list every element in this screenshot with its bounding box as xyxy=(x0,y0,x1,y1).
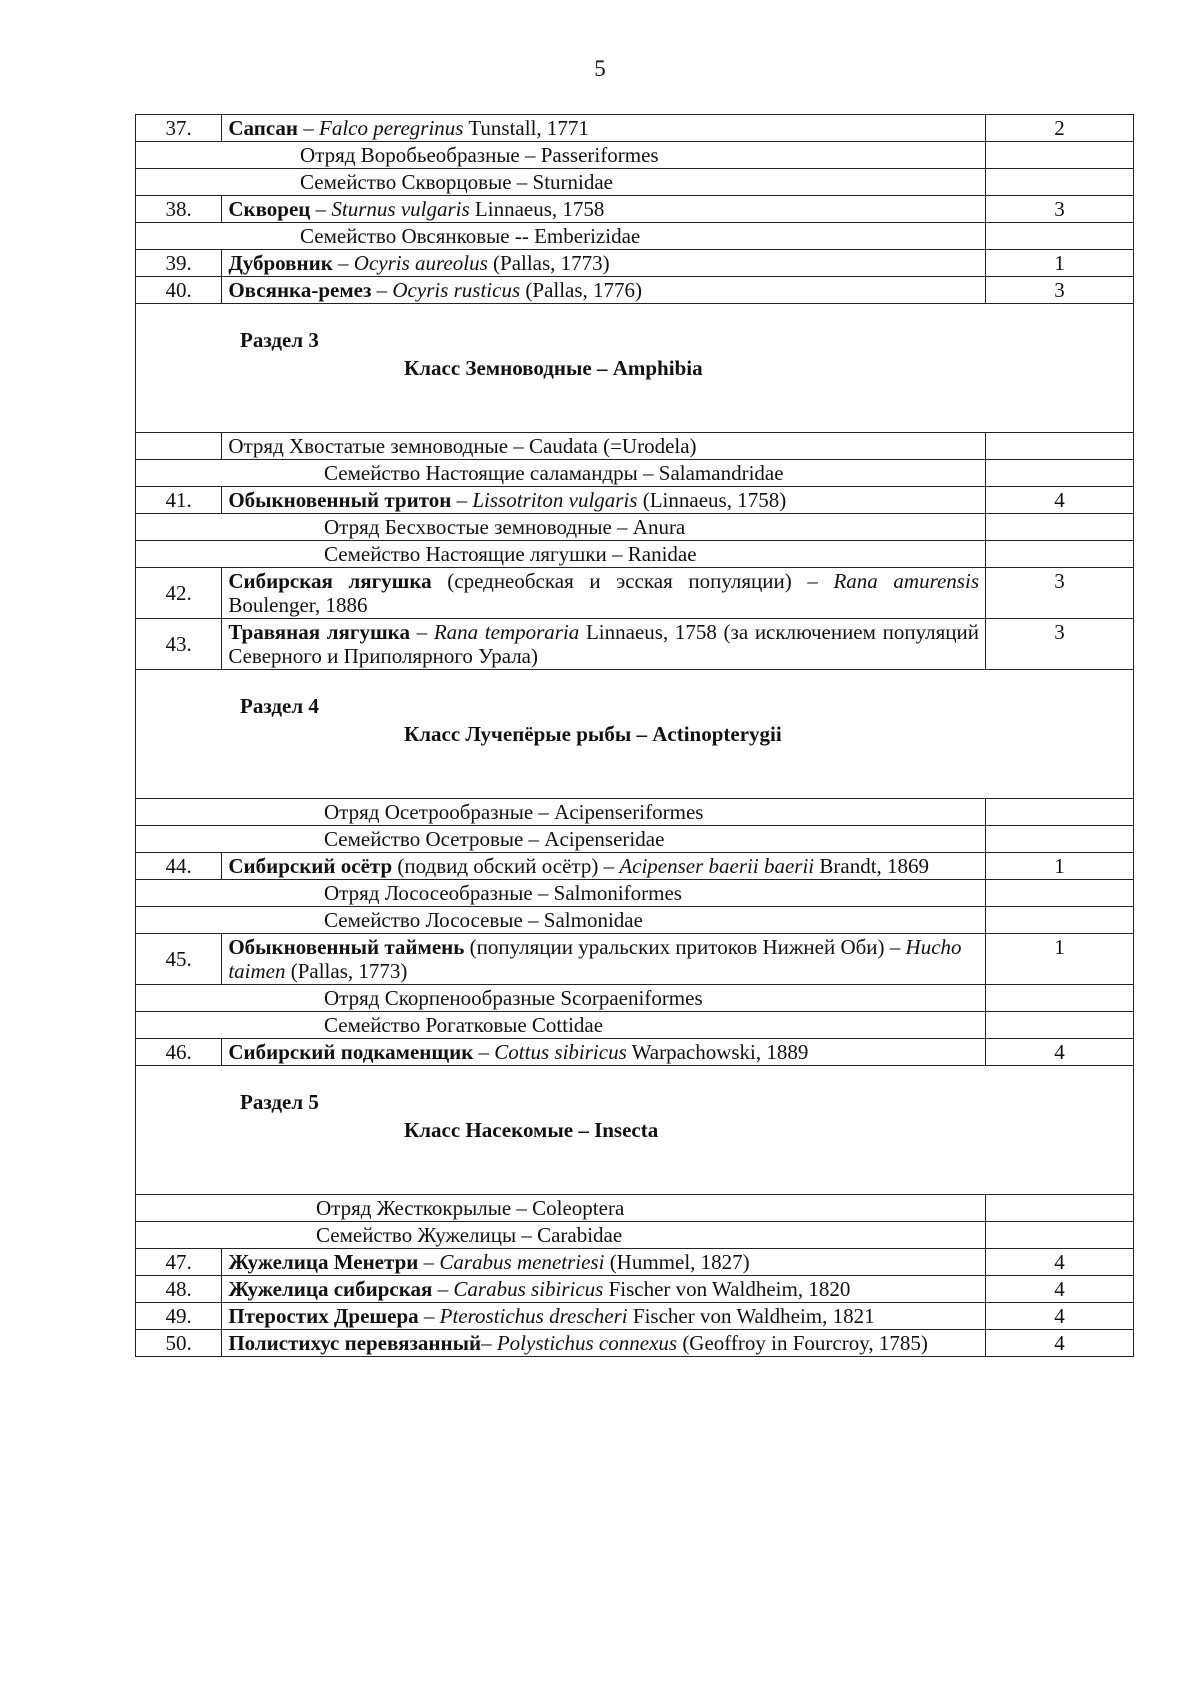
row-number: 49. xyxy=(136,1303,222,1330)
category: 4 xyxy=(985,1276,1133,1303)
author: (Pallas, 1773) xyxy=(285,959,408,983)
separator: – xyxy=(451,488,473,512)
latin-name: Ocyris aureolus xyxy=(353,251,488,275)
empty-cell xyxy=(985,433,1133,460)
species-cell xyxy=(222,1303,986,1330)
row-number: 48. xyxy=(136,1276,222,1303)
table-row xyxy=(136,115,1134,142)
empty-cell xyxy=(985,907,1133,934)
latin-name: Carabus menetriesi xyxy=(439,1250,605,1274)
table-row xyxy=(136,1276,1134,1303)
author: (Geoffroy in Fourcroy, 1785) xyxy=(677,1331,928,1355)
separator: – xyxy=(298,116,319,140)
empty-cell xyxy=(985,826,1133,853)
latin-name: Hucho taimen xyxy=(228,935,962,983)
empty-cell xyxy=(985,460,1133,487)
section-header xyxy=(136,670,1134,799)
order-label: Отряд Жесткокрылые – Coleoptera xyxy=(136,1195,986,1222)
order-label: Отряд Лососеобразные – Salmoniformes xyxy=(136,880,986,907)
separator: – xyxy=(409,620,434,644)
author: (Linnaeus, 1758) xyxy=(637,488,787,512)
order-label: Отряд Осетрообразные – Acipenseriformes xyxy=(136,799,986,826)
category: 4 xyxy=(985,487,1133,514)
section-row xyxy=(136,304,1134,433)
empty-cell xyxy=(985,799,1133,826)
category: 3 xyxy=(985,196,1133,223)
table-row xyxy=(136,934,1134,985)
empty-cell xyxy=(136,433,222,460)
species-name: Обыкновенный тритон xyxy=(228,488,452,512)
family-label: Семейство Настоящие лягушки – Ranidae xyxy=(136,541,986,568)
species-name: Жужелица Менетри xyxy=(228,1250,419,1274)
species-cell xyxy=(222,196,986,223)
section-title: Раздел 5 xyxy=(240,1090,319,1114)
empty-cell xyxy=(985,1195,1133,1222)
category: 3 xyxy=(985,277,1133,304)
author: (Pallas, 1776) xyxy=(520,278,643,302)
row-number: 50. xyxy=(136,1330,222,1357)
separator: – xyxy=(371,278,393,302)
latin-name: Polystichus connexus xyxy=(496,1331,678,1355)
species-cell xyxy=(222,250,986,277)
species-name: Скворец xyxy=(228,197,311,221)
table-row xyxy=(136,1330,1134,1357)
species-name: Полистихус перевязанный xyxy=(228,1331,482,1355)
order-label: Отряд Бесхвостые земноводные – Anura xyxy=(136,514,986,541)
category: 4 xyxy=(985,1330,1133,1357)
species-name: Сибирская лягушка xyxy=(228,569,432,593)
row-number: 42. xyxy=(136,568,222,619)
species-name: Птеростих Дрешера xyxy=(228,1304,419,1328)
species-name: Травяная лягушка xyxy=(228,620,410,644)
author: Boulenger, 1886 xyxy=(228,593,368,617)
family-label: Семейство Овсянковые -- Emberizidae xyxy=(136,223,986,250)
page-number: 5 xyxy=(594,56,606,81)
latin-name: Sturnus vulgaris xyxy=(331,197,470,221)
table-row xyxy=(136,487,1134,514)
latin-name: Ocyris rusticus xyxy=(392,278,521,302)
class-title: Класс Насекомые – Insecta xyxy=(404,1118,659,1142)
family-label: Семейство Рогатковые Cottidae xyxy=(136,1012,986,1039)
category: 4 xyxy=(985,1249,1133,1276)
table-row xyxy=(136,196,1134,223)
row-number: 43. xyxy=(136,619,222,670)
row-number: 46. xyxy=(136,1039,222,1066)
author: Fischer von Waldheim, 1821 xyxy=(627,1304,875,1328)
empty-cell xyxy=(985,1222,1133,1249)
latin-name: Rana amurensis xyxy=(833,569,979,593)
empty-cell xyxy=(985,223,1133,250)
category: 2 xyxy=(985,115,1133,142)
order-label: Отряд Воробьеобразные – Passeriformes xyxy=(136,142,986,169)
table-row xyxy=(136,1303,1134,1330)
row-number: 38. xyxy=(136,196,222,223)
table-row xyxy=(136,1249,1134,1276)
latin-name: Carabus sibiricus xyxy=(453,1277,604,1301)
separator: – xyxy=(418,1250,440,1274)
family-row xyxy=(136,541,1134,568)
latin-name: Rana temporaria xyxy=(433,620,580,644)
category: 3 xyxy=(985,568,1133,619)
author: Linnaeus, 1758 xyxy=(469,197,605,221)
separator: – xyxy=(310,197,332,221)
order-row xyxy=(136,514,1134,541)
family-row xyxy=(136,169,1134,196)
row-number: 37. xyxy=(136,115,222,142)
row-number: 41. xyxy=(136,487,222,514)
latin-name: Lissotriton vulgaris xyxy=(472,488,638,512)
row-number: 44. xyxy=(136,853,222,880)
species-cell xyxy=(222,853,986,880)
section-header xyxy=(136,1066,1134,1195)
class-title: Класс Земноводные – Amphibia xyxy=(404,356,703,380)
order-row xyxy=(136,880,1134,907)
empty-cell xyxy=(985,169,1133,196)
empty-cell xyxy=(985,880,1133,907)
category: 1 xyxy=(985,934,1133,985)
section-row xyxy=(136,670,1134,799)
category: 4 xyxy=(985,1039,1133,1066)
species-cell xyxy=(222,619,986,670)
section-title: Раздел 4 xyxy=(240,694,319,718)
order-row xyxy=(136,985,1134,1012)
section-row xyxy=(136,1066,1134,1195)
author: Tunstall, 1771 xyxy=(463,116,589,140)
empty-cell xyxy=(985,142,1133,169)
population-note: (среднеобская и эсская популяции) – xyxy=(431,569,834,593)
order-label: Отряд Хвостатые земноводные – Caudata (=Urodela) xyxy=(222,433,986,460)
species-cell xyxy=(222,1249,986,1276)
table-row xyxy=(136,250,1134,277)
order-row xyxy=(136,1195,1134,1222)
population-note: (популяции уральских притоков Нижней Оби) – xyxy=(464,935,906,959)
species-cell xyxy=(222,1276,986,1303)
separator: – xyxy=(481,1331,497,1355)
author: (Hummel, 1827) xyxy=(604,1250,750,1274)
species-name: Жужелица сибирская xyxy=(228,1277,433,1301)
row-number: 40. xyxy=(136,277,222,304)
separator: – xyxy=(473,1040,495,1064)
table-row xyxy=(136,277,1134,304)
species-cell xyxy=(222,277,986,304)
species-name: Обыкновенный таймень xyxy=(228,935,465,959)
author: Fischer von Waldheim, 1820 xyxy=(603,1277,851,1301)
family-row xyxy=(136,1012,1134,1039)
order-row xyxy=(136,799,1134,826)
order-label: Отряд Скорпенообразные Scorpaeniformes xyxy=(136,985,986,1012)
latin-name: Cottus sibiricus xyxy=(494,1040,627,1064)
author: Linnaeus, 1758 (за исключением популяций Северного и Приполярного Урала) xyxy=(228,620,979,668)
category: 4 xyxy=(985,1303,1133,1330)
species-name: Сибирский осётр xyxy=(228,854,393,878)
author: Warpachowski, 1889 xyxy=(626,1040,809,1064)
species-cell xyxy=(222,568,986,619)
family-label: Семейство Скворцовые – Sturnidae xyxy=(136,169,986,196)
order-row xyxy=(136,142,1134,169)
latin-name: Falco peregrinus xyxy=(319,116,464,140)
empty-cell xyxy=(985,541,1133,568)
category: 1 xyxy=(985,853,1133,880)
table-row xyxy=(136,853,1134,880)
row-number: 39. xyxy=(136,250,222,277)
table-row xyxy=(136,568,1134,619)
empty-cell xyxy=(985,985,1133,1012)
family-label: Семейство Жужелицы – Carabidae xyxy=(136,1222,986,1249)
section-header xyxy=(136,304,1134,433)
species-cell xyxy=(222,1330,986,1357)
family-row xyxy=(136,223,1134,250)
species-name: Овсянка-ремез xyxy=(228,278,372,302)
species-name: Дубровник xyxy=(228,251,333,275)
section-title: Раздел 3 xyxy=(240,328,319,352)
separator: – xyxy=(418,1304,440,1328)
category: 1 xyxy=(985,250,1133,277)
species-cell xyxy=(222,1039,986,1066)
population-note: (подвид обский осётр) – xyxy=(392,854,620,878)
author: (Pallas, 1773) xyxy=(487,251,610,275)
latin-name: Pterostichus drescheri xyxy=(439,1304,628,1328)
row-number: 45. xyxy=(136,934,222,985)
separator: – xyxy=(432,1277,454,1301)
species-table xyxy=(135,114,1134,1357)
author: Brandt, 1869 xyxy=(814,854,930,878)
family-label: Семейство Осетровые – Acipenseridae xyxy=(136,826,986,853)
species-cell xyxy=(222,115,986,142)
family-label: Семейство Лососевые – Salmonidae xyxy=(136,907,986,934)
table-row xyxy=(136,619,1134,670)
table-row xyxy=(136,1039,1134,1066)
separator: – xyxy=(332,251,354,275)
empty-cell xyxy=(985,514,1133,541)
category: 3 xyxy=(985,619,1133,670)
order-row xyxy=(136,433,1134,460)
row-number: 47. xyxy=(136,1249,222,1276)
family-row xyxy=(136,1222,1134,1249)
family-row xyxy=(136,460,1134,487)
species-cell xyxy=(222,934,986,985)
species-cell xyxy=(222,487,986,514)
family-row xyxy=(136,826,1134,853)
species-name: Сибирский подкаменщик xyxy=(228,1040,474,1064)
species-name: Сапсан xyxy=(228,116,298,140)
empty-cell xyxy=(985,1012,1133,1039)
latin-name: Acipenser baerii baerii xyxy=(619,854,815,878)
family-label: Семейство Настоящие саламандры – Salamandridae xyxy=(136,460,986,487)
family-row xyxy=(136,907,1134,934)
class-title: Класс Лучепёрые рыбы – Actinopterygii xyxy=(404,722,782,746)
